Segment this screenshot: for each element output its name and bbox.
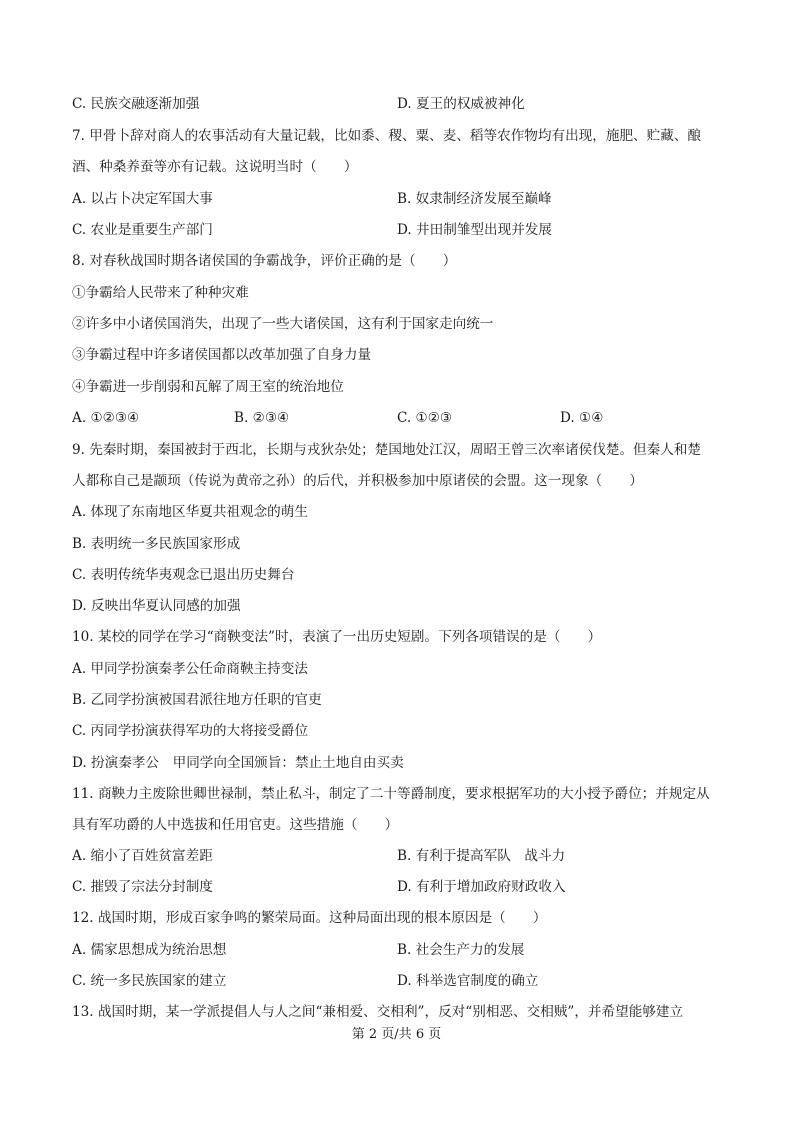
- q8-option-c[interactable]: C. ①②③: [397, 410, 453, 426]
- q12-option-d[interactable]: D. 科举选官制度的确立: [397, 973, 539, 989]
- q7-options-row2: [72, 221, 732, 239]
- q11-option-d[interactable]: D. 有利于增加政府财政收入: [397, 879, 566, 895]
- q7-option-b[interactable]: B. 奴隶制经济发展至巅峰: [397, 191, 552, 207]
- q12-option-c[interactable]: C. 统一多民族国家的建立: [72, 973, 227, 989]
- q8-item-2: ②许多中小诸侯国消失，出现了一些大诸侯国，这有利于国家走向统一: [72, 316, 494, 332]
- q11-option-b[interactable]: B. 有利于提高军队 战斗力: [397, 848, 566, 864]
- q10-stem: 10. 某校的同学在学习“商鞅变法”时，表演了一出历史短剧。下列各项错误的是（ ）: [72, 629, 602, 645]
- q9-stem-line2: 人都称自己是颛顼（传说为黄帝之孙）的后代，并积极参加中原诸侯的会盟。这一现象（ ）: [72, 473, 643, 489]
- q11-stem-line1: 11. 商鞅力主废除世卿世禄制，禁止私斗，制定了二十等爵制度，要求根据军功的大小授予爵位；并规定从: [72, 786, 710, 802]
- q12-options-row1: [72, 941, 732, 959]
- q12-option-b[interactable]: B. 社会生产力的发展: [397, 942, 525, 958]
- q9-option-a[interactable]: A. 体现了东南地区华夏共祖观念的萌生: [72, 504, 308, 520]
- q8-item-1: ①争霸给人民带来了种种灾难: [72, 285, 249, 301]
- q9-stem-line1: 9. 先秦时期，秦国被封于西北，长期与戎狄杂处；楚国地处江汉，周昭王曾三次率诸侯伐楚。但秦人和楚: [72, 442, 702, 458]
- q8-item-3: ③争霸过程中许多诸侯国都以改革加强了自身力量: [72, 347, 372, 363]
- q9-option-d[interactable]: D. 反映出华夏认同感的加强: [72, 598, 241, 614]
- q10-option-c[interactable]: C. 丙同学扮演获得军功的大将接受爵位: [72, 723, 309, 739]
- page-number: 第 2 页/共 6 页: [351, 1027, 442, 1042]
- q11-stem-line2: 具有军功爵的人中选拔和任用官吏。这些措施（ ）: [72, 817, 399, 833]
- q7-option-d[interactable]: D. 井田制雏型出现并发展: [397, 222, 552, 238]
- q8-options-row: [72, 409, 732, 427]
- q8-stem: 8. 对春秋战国时期各诸侯国的争霸战争，评价正确的是（ ）: [72, 253, 457, 269]
- q10-option-b[interactable]: B. 乙同学扮演被国君派往地方任职的官吏: [72, 692, 322, 708]
- q6-option-c[interactable]: C. 民族交融逐渐加强: [72, 96, 200, 112]
- q6-options-row: [72, 95, 732, 113]
- q8-item-4: ④争霸进一步削弱和瓦解了周王室的统治地位: [72, 379, 344, 395]
- q13-stem-line1: 13. 战国时期，某一学派提倡人与人之间“兼相爱、交相利”，反对“别相恶、交相贼”，并希望能够建立: [72, 1004, 684, 1020]
- q8-option-d[interactable]: D. ①④: [560, 410, 604, 426]
- q8-option-b[interactable]: B. ②③④: [234, 410, 290, 426]
- q9-option-b[interactable]: B. 表明统一多民族国家形成: [72, 536, 241, 552]
- q6-option-d[interactable]: D. 夏王的权威被神化: [397, 96, 525, 112]
- q12-options-row2: [72, 972, 732, 990]
- q10-option-a[interactable]: A. 甲同学扮演秦孝公任命商鞅主持变法: [72, 661, 308, 677]
- q8-option-a[interactable]: A. ①②③④: [72, 410, 140, 426]
- q7-stem-line2: 酒、种桑养蚕等亦有记载。这说明当时（ ）: [72, 159, 358, 175]
- q10-option-d[interactable]: D. 扮演秦孝公 甲同学向全国颁旨：禁止土地自由买卖: [72, 755, 404, 771]
- q7-option-c[interactable]: C. 农业是重要生产部门: [72, 222, 213, 238]
- q7-option-a[interactable]: A. 以占卜决定军国大事: [72, 191, 213, 207]
- q11-option-c[interactable]: C. 摧毁了宗法分封制度: [72, 879, 213, 895]
- q9-option-c[interactable]: C. 表明传统华夷观念已退出历史舞台: [72, 567, 295, 583]
- q7-stem-line1: 7. 甲骨卜辞对商人的农事活动有大量记载，比如黍、稷、粟、麦、稻等农作物均有出现，施肥、贮藏、酿: [72, 128, 702, 144]
- q12-option-a[interactable]: A. 儒家思想成为统治思想: [72, 942, 227, 958]
- q11-options-row2: [72, 878, 732, 896]
- q11-options-row1: [72, 847, 732, 865]
- q11-option-a[interactable]: A. 缩小了百姓贫富差距: [72, 848, 213, 864]
- q7-options-row1: [72, 190, 732, 208]
- q12-stem: 12. 战国时期，形成百家争鸣的繁荣局面。这种局面出现的根本原因是（ ）: [72, 910, 547, 926]
